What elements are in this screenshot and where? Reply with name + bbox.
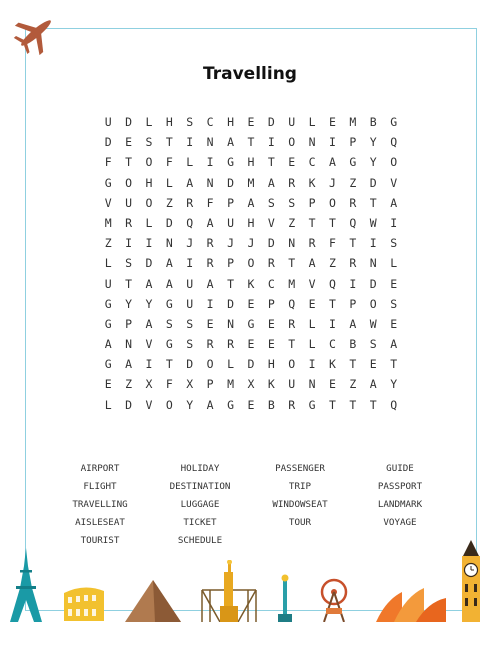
grid-letter: Y [186,397,194,412]
grid-letter: R [206,236,214,251]
grid-letter: I [186,135,194,150]
grid-letter: L [186,155,194,170]
word-list-item: TOURIST [80,535,120,546]
grid-letter: I [329,316,336,331]
word-list-item: TICKET [183,517,217,528]
grid-letter: F [329,236,336,251]
grid-letter: Y [145,296,153,311]
airplane-icon [13,10,59,56]
grid-letter: L [165,175,173,190]
grid-letter: I [206,155,214,170]
grid-letter: U [227,215,234,230]
big-ben-icon [459,540,483,622]
grid-letter: S [369,337,377,352]
grid-letter: N [227,316,234,331]
grid-letter: F [104,155,112,170]
grid-letter: I [206,296,214,311]
grid-letter: Q [329,276,336,291]
grid-letter: H [145,175,153,190]
grid-letter: R [288,316,296,331]
grid-letter: P [206,377,214,392]
grid-letter: T [165,357,173,372]
grid-letter: J [227,236,234,251]
grid-letter: O [288,357,296,372]
grid-letter: T [369,397,377,412]
grid-letter: Q [390,135,398,150]
grid-letter: R [267,256,275,271]
grid-letter: I [308,357,316,372]
grid-letter: F [206,195,214,210]
grid-letter: N [369,256,377,271]
grid-letter: A [165,256,173,271]
grid-letter: C [308,155,316,170]
grid-letter: L [308,337,316,352]
word-list-item: WINDOWSEAT [272,499,328,510]
eiffel-tower-icon [9,548,43,622]
grid-letter: O [145,155,153,170]
grid-letter: H [247,155,255,170]
grid-letter: S [186,316,194,331]
grid-letter: O [145,195,153,210]
grid-letter: V [308,276,316,291]
grid-letter: L [104,397,112,412]
grid-letter: I [267,135,275,150]
grid-letter: M [227,377,234,392]
grid-letter: W [369,215,377,230]
grid-letter: Z [125,377,133,392]
grid-letter: S [390,236,398,251]
grid-letter: T [308,215,316,230]
grid-letter: G [227,155,234,170]
grid-letter: O [390,155,398,170]
grid-letter: E [288,155,296,170]
grid-letter: Y [369,135,377,150]
grid-letter: U [104,115,112,129]
grid-letter: B [369,115,377,129]
word-list-item: VOYAGE [383,517,417,528]
word-list-item: PASSPORT [377,481,423,492]
grid-letter: K [247,276,255,291]
grid-letter: V [390,175,398,190]
grid-letter: L [145,115,153,129]
grid-letter: H [267,357,275,372]
word-list-item: SCHEDULE [177,535,223,546]
grid-letter: E [247,296,255,311]
grid-letter: Y [125,296,133,311]
grid-letter: E [206,316,214,331]
grid-letter: D [104,135,112,150]
grid-letter: V [145,397,153,412]
grid-letter: G [104,175,112,190]
grid-letter: U [104,276,112,291]
grid-letter: R [186,195,194,210]
grid-letter: E [308,296,316,311]
grid-letter: E [125,135,133,150]
grid-letter: E [267,316,275,331]
grid-letter: X [247,377,255,392]
grid-letter: A [206,276,214,291]
grid-letter: A [145,316,153,331]
grid-letter: O [247,256,255,271]
grid-letter: Q [186,215,194,230]
grid-letter: D [227,296,234,311]
grid-letter: J [186,236,194,251]
grid-letter: O [206,357,214,372]
grid-letter: H [247,215,255,230]
grid-letter: R [206,337,214,352]
grid-letter: D [369,175,377,190]
grid-letter: P [227,195,234,210]
grid-letter: V [104,195,112,210]
grid-letter: A [308,256,316,271]
grid-letter: X [186,377,194,392]
grid-letter: U [288,115,296,129]
grid-letter: N [206,175,214,190]
grid-letter: R [349,256,357,271]
grid-letter: E [390,276,398,291]
grid-letter: E [267,337,275,352]
grid-letter: I [329,135,336,150]
grid-letter: L [390,256,398,271]
word-list-item: FLIGHT [83,481,117,492]
grid-letter: A [267,175,275,190]
grid-letter: D [125,115,133,129]
word-list-item: AISLESEAT [75,517,125,528]
colosseum-icon [62,583,106,621]
grid-letter: N [288,236,296,251]
column-monument-icon [276,574,294,622]
grid-letter: G [390,115,398,129]
grid-letter: Y [390,377,398,392]
grid-letter: V [267,215,275,230]
word-list-item: HOLIDAY [180,463,220,474]
ferris-wheel-icon [318,578,350,622]
grid-letter: E [247,337,255,352]
grid-letter: G [247,316,255,331]
grid-letter: A [390,337,398,352]
grid-letter: R [288,175,296,190]
grid-letter: T [329,215,336,230]
grid-letter: R [227,337,234,352]
grid-letter: P [308,195,316,210]
grid-letter: P [349,296,357,311]
grid-letter: U [186,296,194,311]
grid-letter: S [267,195,275,210]
grid-letter: Q [288,296,296,311]
grid-letter: L [104,256,112,271]
word-list-item: DESTINATION [169,481,231,492]
grid-letter: R [125,215,133,230]
grid-letter: R [288,397,296,412]
grid-letter: S [186,115,194,129]
grid-letter: Z [349,377,357,392]
grid-letter: N [308,377,316,392]
grid-letter: T [349,397,357,412]
grid-letter: D [227,175,234,190]
grid-letter: T [349,357,357,372]
grid-letter: E [390,316,398,331]
grid-letter: A [329,155,336,170]
grid-letter: A [369,377,377,392]
grid-letter: I [349,276,357,291]
grid-letter: D [247,357,255,372]
grid-letter: E [247,115,255,129]
grid-letter: T [329,397,336,412]
grid-letter: N [125,337,133,352]
grid-letter: B [349,337,357,352]
grid-letter: Y [369,155,377,170]
grid-letter: G [165,337,173,352]
grid-letter: Z [349,175,357,190]
grid-letter: O [165,397,173,412]
grid-letter: Q [390,397,398,412]
grid-letter: I [186,256,194,271]
word-list-item: PASSENGER [275,463,325,474]
grid-letter: T [247,135,255,150]
grid-letter: A [145,276,153,291]
letter-grid [98,112,404,415]
word-list-item: TOUR [288,517,312,528]
grid-letter: A [247,195,255,210]
grid-letter: T [227,276,234,291]
grid-letter: H [165,115,173,129]
grid-letter: G [165,296,173,311]
grid-letter: M [247,175,255,190]
grid-letter: A [390,195,398,210]
grid-letter: A [227,135,234,150]
grid-letter: T [165,135,173,150]
grid-letter: U [288,377,296,392]
grid-letter: C [206,115,214,129]
grid-letter: A [104,337,112,352]
grid-letter: I [390,215,398,230]
grid-letter: D [145,256,153,271]
grid-letter: L [308,316,316,331]
grid-letter: X [145,377,153,392]
grid-letter: O [329,195,336,210]
grid-letter: P [227,256,234,271]
grid-letter: N [165,236,173,251]
word-list-item: LUGGAGE [180,499,220,510]
grid-letter: K [329,357,336,372]
grid-letter: T [369,195,377,210]
grid-letter: T [288,256,296,271]
grid-letter: I [125,236,133,251]
grid-letter: O [125,175,133,190]
word-list [50,460,450,550]
grid-letter: E [329,377,336,392]
grid-letter: Z [165,195,173,210]
grid-letter: Z [288,215,296,230]
grid-letter: M [288,276,296,291]
grid-letter: M [349,115,357,129]
grid-letter: J [329,175,336,190]
grid-letter: G [227,397,234,412]
grid-letter: I [369,236,377,251]
grid-letter: G [104,296,112,311]
grid-letter: U [125,195,133,210]
grid-letter: A [206,215,214,230]
grid-letter: A [165,276,173,291]
grid-letter: N [308,135,316,150]
grid-letter: T [125,276,133,291]
grid-letter: V [145,337,153,352]
grid-letter: S [390,296,398,311]
grid-letter: E [247,397,255,412]
grid-letter: T [390,357,398,372]
grid-letter: G [104,316,112,331]
grid-letter: T [125,155,133,170]
grid-letter: Q [349,215,357,230]
grid-letter: I [145,236,153,251]
grid-letter: K [267,377,275,392]
grid-letter: E [369,357,377,372]
grid-letter: T [267,155,275,170]
grid-letter: T [288,337,296,352]
grid-letter: E [104,377,112,392]
grid-letter: G [308,397,316,412]
opera-house-icon [376,586,448,622]
grid-letter: D [125,397,133,412]
pyramid-icon [125,580,181,622]
grid-letter: C [329,337,336,352]
word-list-item: TRIP [288,481,312,492]
grid-letter: J [247,236,255,251]
grid-letter: R [308,236,316,251]
grid-letter: S [288,195,296,210]
grid-letter: S [186,337,194,352]
grid-letter: C [267,276,275,291]
grid-letter: G [104,357,112,372]
word-list-item: GUIDE [386,463,414,474]
grid-letter: P [349,135,357,150]
grid-letter: O [288,135,296,150]
grid-letter: S [125,256,133,271]
page-title: Travelling [203,64,297,84]
grid-letter: R [206,256,214,271]
grid-letter: L [227,357,234,372]
grid-letter: L [145,215,153,230]
grid-letter: F [165,155,173,170]
grid-letter: H [227,115,234,129]
grid-letter: P [267,296,275,311]
word-list-item: AIRPORT [80,463,120,474]
grid-letter: W [369,316,377,331]
grid-letter: D [186,357,194,372]
grid-letter: E [329,115,336,129]
grid-letter: R [349,195,357,210]
grid-letter: B [267,397,275,412]
grid-letter: D [267,115,275,129]
grid-letter: S [165,316,173,331]
grid-letter: A [186,175,194,190]
grid-letter: U [186,276,194,291]
grid-letter: T [329,296,336,311]
grid-letter: I [145,357,153,372]
grid-letter: A [206,397,214,412]
grid-letter: F [165,377,173,392]
grid-letter: K [308,175,316,190]
grid-letter: D [369,276,377,291]
grid-letter: Z [104,236,112,251]
word-list-item: TRAVELLING [72,499,128,510]
grid-letter: G [349,155,357,170]
grid-letter: P [125,316,133,331]
grid-letter: N [206,135,214,150]
grid-letter: T [349,236,357,251]
word-list-item: LANDMARK [377,499,423,510]
grid-letter: D [267,236,275,251]
grid-letter: A [125,357,133,372]
grid-letter: L [308,115,316,129]
grid-letter: A [349,316,357,331]
grid-letter: M [104,215,112,230]
grid-letter: S [145,135,153,150]
grid-letter: D [165,215,173,230]
grid-letter: Z [329,256,336,271]
statue-of-liberty-icon [200,560,258,622]
grid-letter: O [369,296,377,311]
